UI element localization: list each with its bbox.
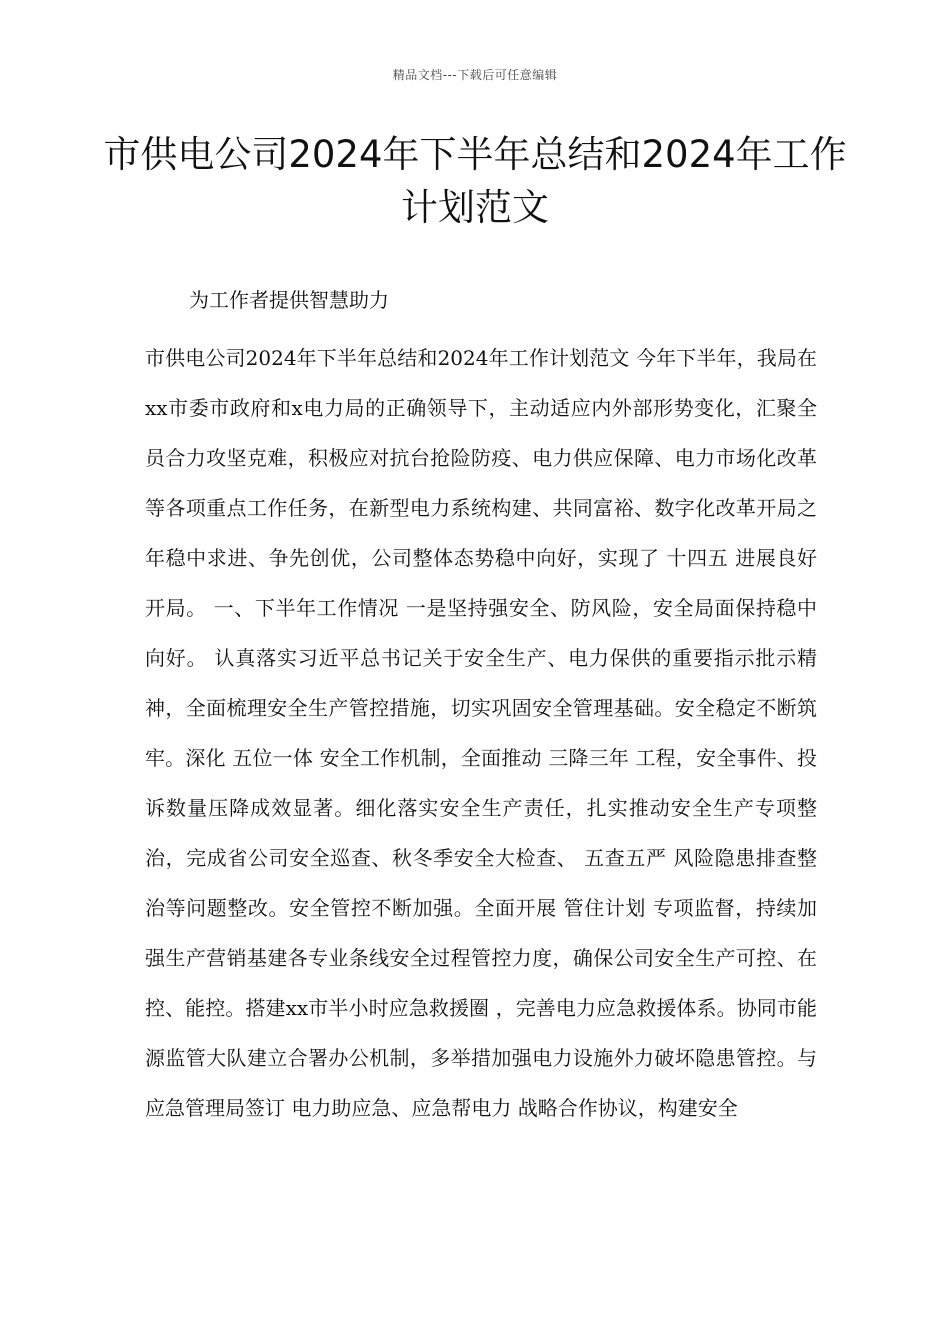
- document-subtitle: 为工作者提供智慧助力: [189, 288, 389, 312]
- document-title: 市供电公司2024年下半年总结和2024年工作计划范文: [103, 133, 847, 229]
- header-note: 精品文档---下载后可任意编辑: [392, 68, 558, 82]
- document-body-paragraph: 市供电公司2024年下半年总结和2024年工作计划范文 今年下半年，我局在xx市委市政府和x电力局的正确领导下，主动适应内外部形势变化，汇聚全员合力攻坚克难，积极应对抗台抢险防疫、电力供应保障、电力市场化改革等各项重点工作任务，在新型电力系统构建、共同富裕、数字化改革开局之年稳中求进、争先创优，公司整体态势稳中向好，实现了 十四五 进展良好开局。 一、下半年工作情况 一是坚持强安全、防风险，安全局面保持稳中向好。 认真落实习近平总书记关于安全生产、电力保供的重要指示批示精神，全面梳理安全生产管控措施，切实巩固安全管理基础。安全稳定不断筑牢。深化 五位一体 安全工作机制，全面推动 三降三年 工程，安全事件、投诉数量压降成效显著。细化落实安全生产责任，扎实推动安全生产专项整治，完成省公司安全巡查、秋冬季安全大检查、 五查五严 风险隐患排查整治等问题整改。安全管控不断加强。全面开展 管住计划 专项监督，持续加强生产营销基建各专业条线安全过程管控力度，确保公司安全生产可控、在控、能控。搭建xx市半小时应急救援圈 ，完善电力应急救援体系。协同市能源监管大队建立合署办公机制，多举措加强电力设施外力破坏隐患管控。与应急管理局签订 电力助应急、应急帮电力 战略合作协议，构建安全: [145, 346, 817, 1120]
